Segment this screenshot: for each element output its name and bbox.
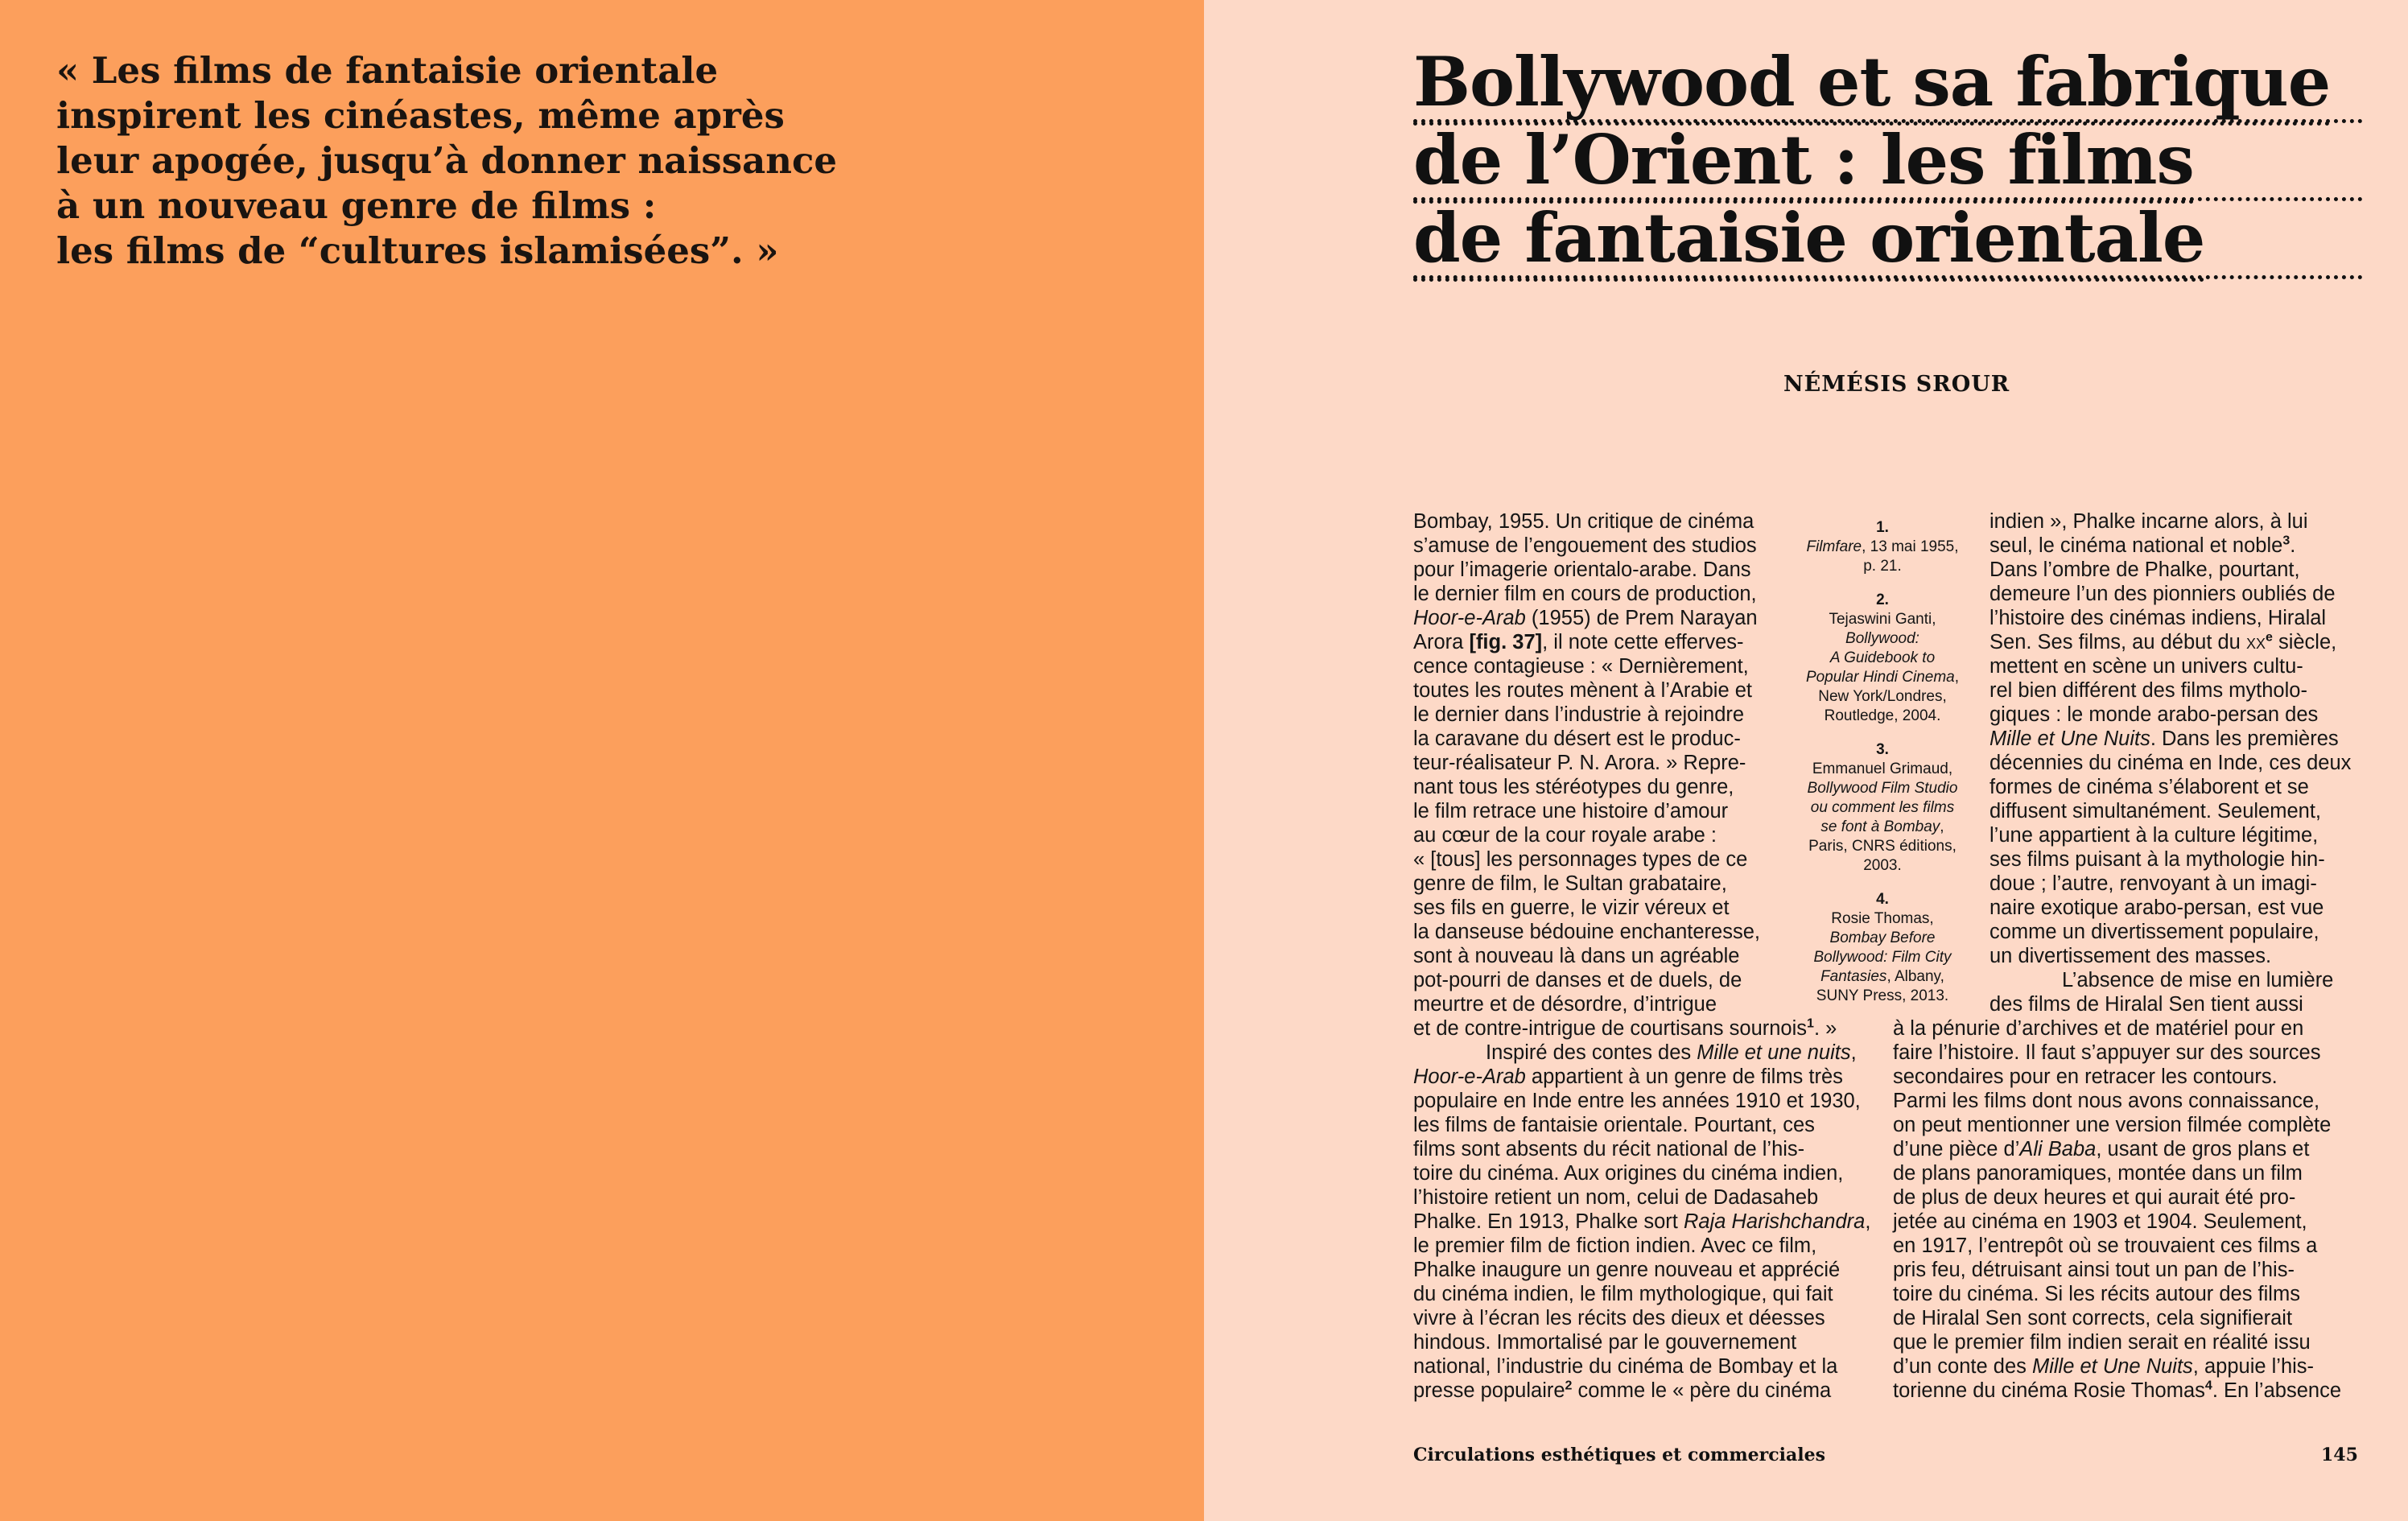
film-title: Hoor-e-Arab <box>1413 1066 1526 1088</box>
footnote-ref: 3 <box>2282 534 2290 548</box>
text-line: giques : le monde arabo-persan des <box>1989 703 2319 726</box>
text-line: l’histoire des cinémas indiens, Hiralal <box>1989 607 2327 629</box>
text-line: sont à nouveau là dans un agréable <box>1413 945 1740 967</box>
text-line: le premier film de fiction indien. Avec ce film, <box>1413 1235 1817 1257</box>
text-line: secondaires pour en retracer les contours. <box>1893 1066 2278 1088</box>
text-line: seul, le cinéma national et noble$^3$. <box>1989 534 2296 557</box>
text-line: la caravane du désert est le produc- <box>1413 728 1741 750</box>
text-line: Hoor-e-Arab (1955) de Prem Narayan <box>1413 607 1758 629</box>
text-line: rel bien différent des films mytholo- <box>1989 679 2307 702</box>
text-line: à la pénurie d’archives et de matériel pour en <box>1893 1017 2304 1040</box>
text-line: torienne du cinéma Rosie Thomas$^4$. En l’absence <box>1893 1379 2341 1402</box>
footnotes <box>1797 518 1968 1020</box>
text-line: toutes les routes mènent à l’Arabie et <box>1413 679 1752 702</box>
text-line: du cinéma indien, le film mythologique, qui fait <box>1413 1283 1833 1305</box>
text-line: genre de film, le Sultan grabataire, <box>1413 872 1727 895</box>
text-line: de Hiralal Sen sont corrects, cela signifierait <box>1893 1307 2293 1329</box>
footnote-ref: 4 <box>2204 1379 2212 1393</box>
text-line: Mille et Une Nuits. Dans les premières <box>1989 728 2339 750</box>
text-line: Parmi les films dont nous avons connaissance, <box>1893 1090 2320 1112</box>
text-line: d’une pièce d’Ali Baba, usant de gros plans et <box>1893 1138 2310 1160</box>
text-line: diffusent simultanément. Seulement, <box>1989 800 2322 822</box>
publication-title: Filmfare <box>1806 538 1862 555</box>
running-footer-section: Circulations esthétiques et commerciales <box>1413 1445 1825 1465</box>
text-line: cence contagieuse : « Dernièrement, <box>1413 655 1749 678</box>
text-line: demeure l’un des pionniers oubliés de <box>1989 583 2336 605</box>
text-line: Dans l’ombre de Phalke, pourtant, <box>1989 559 2300 581</box>
text-line: que le premier film indien serait en réalité issu <box>1893 1331 2311 1354</box>
text-line: films sont absents du récit national de l’his- <box>1413 1138 1805 1160</box>
text-line: des films de Hiralal Sen tient aussi <box>1989 993 2303 1016</box>
text-line: mettent en scène un univers cultu- <box>1989 655 2303 678</box>
text-line: l’histoire retient un nom, celui de Dadasaheb <box>1413 1186 1819 1209</box>
footnote: 4. Rosie Thomas, Bombay Before Bollywood: Film City Fantasies, Albany, SUNY Press, 2013. <box>1797 890 1968 1006</box>
right-page <box>1204 0 2408 1521</box>
text-line: formes de cinéma s’élaborent et se <box>1989 776 2309 798</box>
text-line: naire exotique arabo-persan, est vue <box>1989 897 2324 919</box>
footnote-number: 1. <box>1876 519 1889 536</box>
text-line: pour l’imagerie orientalo-arabe. Dans <box>1413 559 1751 581</box>
text-line: indien », Phalke incarne alors, à lui <box>1989 510 2308 533</box>
text-line: ses films puisant à la mythologie hin- <box>1989 848 2325 871</box>
article-title <box>1413 42 2363 279</box>
text-line: ses fils en guerre, le vizir véreux et <box>1413 897 1730 919</box>
text-line: doue ; l’autre, renvoyant à un imagi- <box>1989 872 2317 895</box>
pull-quote <box>56 48 861 274</box>
pull-quote-line: les films de “cultures islamisées”. » <box>56 229 779 272</box>
figure-reference: [fig. 37] <box>1469 631 1543 653</box>
footnote-ref: 1 <box>1807 1016 1814 1031</box>
body-column-2 <box>1989 509 2352 1016</box>
text-line: comme un divertissement populaire, <box>1989 921 2319 943</box>
footnote: 2. Tejaswini Ganti, Bollywood: A Guidebook to Popular Hindi Cinema, New York/Londres, Routledge, 2004. <box>1797 591 1968 726</box>
pull-quote-line: inspirent les cinéastes, même après <box>56 94 785 137</box>
title-line: Bollywood et sa fabrique <box>1413 42 2330 126</box>
text-line: Phalke inaugure un genre nouveau et apprécié <box>1413 1259 1841 1281</box>
text-line: pris feu, détruisant ainsi tout un pan de l’his- <box>1893 1259 2295 1281</box>
text-line: Sen. Ses films, au début du $xx^e$ siècle, <box>1989 630 2337 653</box>
text-line: Inspiré des contes des Mille et une nuits, <box>1486 1041 1857 1064</box>
text-line: le dernier dans l’industrie à rejoindre <box>1413 703 1745 726</box>
film-title: Hoor-e-Arab <box>1413 607 1526 629</box>
text-line: un divertissement des masses. <box>1989 945 2272 967</box>
footnote-ref: 2 <box>1565 1379 1573 1393</box>
text-line: le film retrace une histoire d’amour <box>1413 800 1729 822</box>
footnote: 1. Filmfare, 13 mai 1955, p. 21. <box>1797 518 1968 576</box>
text-line: L’absence de mise en lumière <box>2062 969 2334 991</box>
film-title: Raja Harishchandra <box>1683 1210 1866 1233</box>
book-title: Mille et Une Nuits <box>1989 728 2150 750</box>
body-column-2-wide <box>1893 1016 2352 1403</box>
text-line: décennies du cinéma en Inde, ces deux <box>1989 752 2352 774</box>
title-line: de fantaisie orientale <box>1413 198 2204 282</box>
text-line: faire l’histoire. Il faut s’appuyer sur des sources <box>1893 1041 2321 1064</box>
text-line: Hoor-e-Arab appartient à un genre de films très <box>1413 1066 1843 1088</box>
text-line: « [tous] les personnages types de ce <box>1413 848 1748 871</box>
text-line: l’une appartient à la culture légitime, <box>1989 824 2319 847</box>
text-line: et de contre-intrigue de courtisans sournois$^1$. » <box>1413 1016 1837 1040</box>
text-line: hindous. Immortalisé par le gouvernement <box>1413 1331 1797 1354</box>
text-line: Bombay, 1955. Un critique de cinéma <box>1413 510 1754 533</box>
pull-quote-line: à un nouveau genre de films : <box>56 184 657 227</box>
text-line: de plans panoramiques, montée dans un film <box>1893 1162 2303 1185</box>
text-line: en 1917, l’entrepôt où se trouvaient ces films a <box>1893 1235 2318 1257</box>
text-line: la danseuse bédouine enchanteresse, <box>1413 921 1760 943</box>
footnote-number: 4. <box>1876 891 1889 908</box>
pull-quote-line: « Les films de fantaisie orientale <box>56 49 719 92</box>
text-line: on peut mentionner une version filmée complète <box>1893 1114 2332 1136</box>
text-line: populaire en Inde entre les années 1910 et 1930, <box>1413 1090 1861 1112</box>
text-line: de plus de deux heures et qui aurait été pro- <box>1893 1186 2296 1209</box>
text-line: pot-pourri de danses et de duels, de <box>1413 969 1742 991</box>
text-line: presse populaire$^2$ comme le « père du cinéma <box>1413 1379 1832 1402</box>
text-line: vivre à l’écran les récits des dieux et déesses <box>1413 1307 1825 1329</box>
author-name: NÉMÉSIS SROUR <box>1783 372 2010 397</box>
text-line: Arora [fig. 37], il note cette efferves- <box>1413 631 1744 653</box>
book-title: Mille et Une Nuits <box>2031 1355 2193 1378</box>
title-line: de l’Orient : les films <box>1413 120 2194 204</box>
text-line: toire du cinéma. Aux origines du cinéma indien, <box>1413 1162 1844 1185</box>
page-number: 145 <box>2321 1445 2358 1465</box>
footnote-number: 3. <box>1876 741 1889 758</box>
text-line: nant tous les stéréotypes du genre, <box>1413 776 1734 798</box>
play-title: Ali Baba <box>2019 1138 2097 1160</box>
text-line: d’un conte des Mille et Une Nuits, appuie l’his- <box>1893 1355 2315 1378</box>
text-line: toire du cinéma. Si les récits autour des films <box>1893 1283 2300 1305</box>
book-title: Mille et une nuits <box>1697 1041 1851 1064</box>
text-line: teur-réalisateur P. N. Arora. » Repre- <box>1413 752 1746 774</box>
text-line: Phalke. En 1913, Phalke sort Raja Harishchandra, <box>1413 1210 1871 1233</box>
pull-quote-line: leur apogée, jusqu’à donner naissance <box>56 139 837 182</box>
text-line: jetée au cinéma en 1903 et 1904. Seulement, <box>1893 1210 2307 1233</box>
text-line: national, l’industrie du cinéma de Bombay et la <box>1413 1355 1838 1378</box>
text-line: le dernier film en cours de production, <box>1413 583 1757 605</box>
text-line: les films de fantaisie orientale. Pourtant, ces <box>1413 1114 1815 1136</box>
footnote-number: 2. <box>1876 592 1889 608</box>
footnote: 3. Emmanuel Grimaud, Bollywood Film Studio ou comment les films se font à Bombay, Paris, CNRS éditions, 2003. <box>1797 740 1968 876</box>
text-line: au cœur de la cour royale arabe : <box>1413 824 1717 847</box>
text-line: s’amuse de l’engouement des studios <box>1413 534 1757 557</box>
text-line: meurtre et de désordre, d’intrigue <box>1413 993 1717 1016</box>
